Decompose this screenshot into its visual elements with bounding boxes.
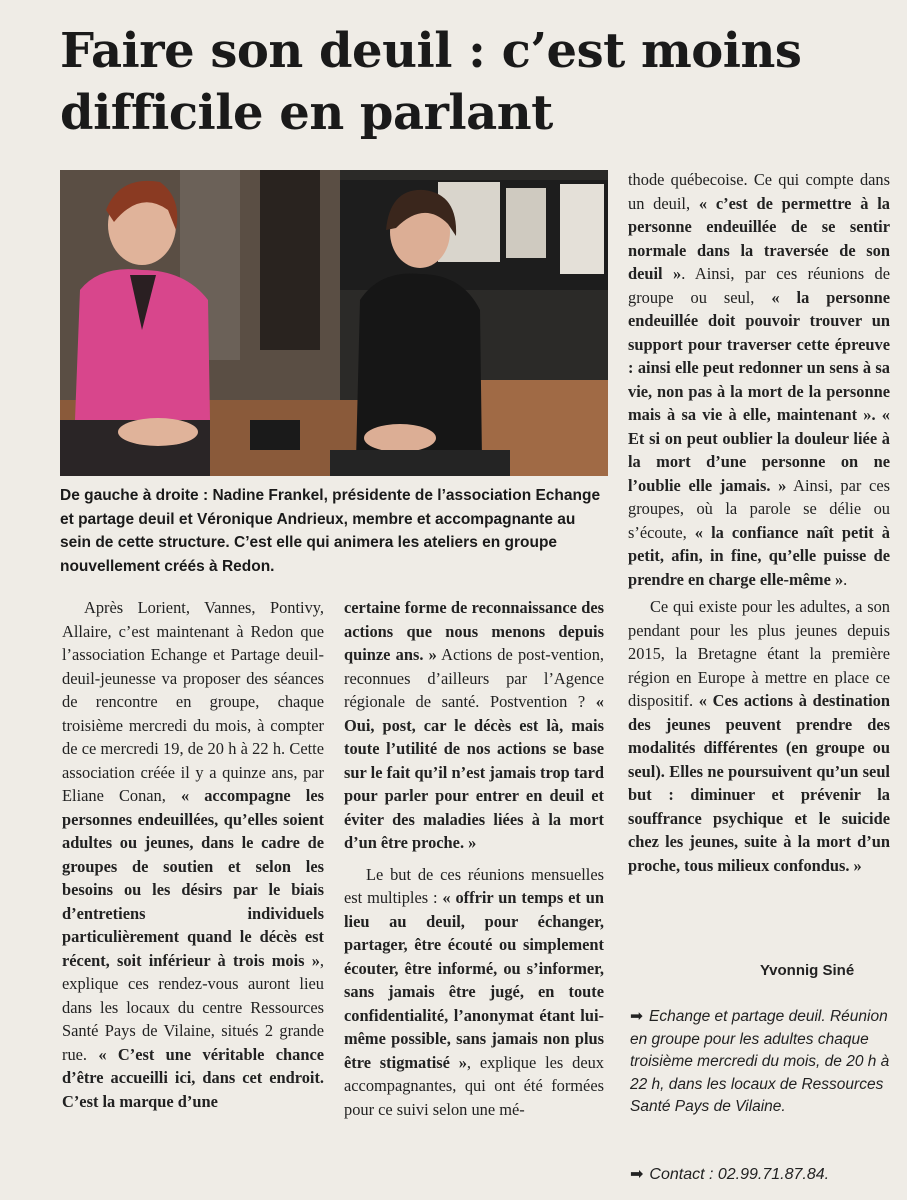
- quote-run: « c’est de permettre à la personne endeuillée de se sentir normale dans la traversée de son deuil »: [628, 193, 890, 283]
- photo-two-women-seated-icon: [60, 170, 608, 476]
- quote-run: « offrir un temps et un lieu au deuil, pour échanger, partager, être écouté ou simplement écouter, être informé, ou s’informer, sans jamais être jugé, en toute confidentialité, l’anonymat étant lui-même possible, sans jamais non plus être stigmatisé »: [344, 888, 604, 1072]
- text-run: thode québecoise. Ce qui compte dans un deuil,: [628, 170, 890, 213]
- quote-run: « Ces actions à destination des jeunes peuvent prendre des modalités différentes (en groupe ou seul). Elles ne poursuivent qu’un seul but : diminuer et prévenir la souffrance psychique et le suicide chez les jeunes, suite à la mort d’un proche, tous milieux confondus. »: [628, 691, 890, 875]
- article-column-1: [62, 596, 324, 1113]
- info-box: [630, 1006, 892, 1119]
- article-photo: [60, 170, 608, 476]
- text-run: .: [843, 569, 848, 589]
- text-run: . Ainsi, par ces réunions de groupe ou seul,: [628, 264, 890, 307]
- quote-run: certaine forme de reconnaissance des actions que nous menons depuis quinze ans. »: [344, 598, 604, 664]
- paragraph: [628, 595, 890, 877]
- text-run: Ce qui existe pour les adultes, a son pendant pour les plus jeunes depuis 2015, la Bretagne étant la première région en Europe à mettre en place ce dispositif.: [628, 597, 890, 710]
- quote-run: « la confiance naît petit à petit, afin, in fine, qu’elle puisse de prendre en charge elle-même »: [628, 522, 890, 589]
- quote-run: « accompagne les personnes endeuillées, qu’elles soient adultes ou jeunes, dans le cadre de groupes de soutien et selon les besoins ou les désirs par le biais d’entretiens individuels particulièrement quand le décès est récent, soit inférieur à trois mois »: [62, 786, 325, 970]
- photo-caption: De gauche à droite : Nadine Frankel, présidente de l’association Echange et partage deuil et Véronique Andrieux, membre et accompagnante au sein de cette structure. C’est elle qui animera les ateliers en groupe nouvellement créés à Redon.: [60, 487, 601, 575]
- text-run: , explique ces rendez-vous auront lieu dans les locaux du centre Ressources Santé Pays de Vilaine, situés 2 grande rue.: [62, 950, 324, 1064]
- article-column-3: [628, 168, 890, 877]
- contact-text: Contact : 02.99.71.87.84.: [649, 1166, 830, 1183]
- text-run: Le but de ces réunions mensuelles est multiples :: [344, 864, 604, 907]
- quote-run: « la personne endeuillée doit pouvoir trouver un support pour traverser cette épreuve : ainsi elle peut redonner un sens à sa vie, non pas à la mort de la personne mais à sa vie à elle, maintenant ». « Et si on peut oublier la douleur liée à la mort d’une personne on ne l’oublie elle jamais. »: [628, 287, 890, 495]
- quote-run: « C’est une véritable chance d’être accueilli ici, dans cet endroit. C’est la marque d’une: [62, 1044, 324, 1111]
- arrow-right-icon: ➡: [630, 1008, 643, 1025]
- paragraph: [628, 168, 890, 591]
- author-signature: Yvonnig Siné: [760, 962, 855, 979]
- info-box-text: Echange et partage deuil. Réunion en groupe pour les adultes chaque troisième mercredi du mois, de 20 h à 22 h, dans les locaux de Ressources Santé Pays de Vilaine.: [630, 1008, 890, 1115]
- paragraph: [62, 596, 324, 1113]
- quote-run: « Oui, post, car le décès est là, mais toute l’utilité de nos actions se base sur le fait qu’il n’est jamais trop tard pour parler pour entrer en deuil et éviter des maladies liées à la mort d’un être proche. »: [344, 692, 604, 852]
- article-column-2: [344, 596, 604, 1121]
- text-run: Actions de post-vention, reconnues d’ailleurs par l’Agence régionale de santé. Postvention ?: [344, 645, 604, 711]
- article-headline: Faire son deuil : c’est moins difficile en parlant: [60, 23, 802, 141]
- contact-line: [630, 1164, 892, 1184]
- paragraph: [344, 863, 604, 1122]
- text-run: Après Lorient, Vannes, Pontivy, Allaire, c’est maintenant à Redon que l’association Echange et Partage deuil-deuil-jeunesse va proposer des séances de rencontre en groupe, chaque troisième mercredi du mois, à compter de ce mercredi 19, de 20 h à 22 h. Cette association créée il y a quinze ans, par Eliane Conan,: [62, 598, 324, 805]
- text-run: Ainsi, par ces groupes, où la parole se délie ou s’écoute,: [628, 475, 890, 542]
- paragraph: [344, 596, 604, 855]
- arrow-right-icon: ➡: [630, 1166, 644, 1183]
- text-run: , explique les deux accompagnantes, qui ont été formées pour ce suivi selon une mé-: [344, 1052, 604, 1119]
